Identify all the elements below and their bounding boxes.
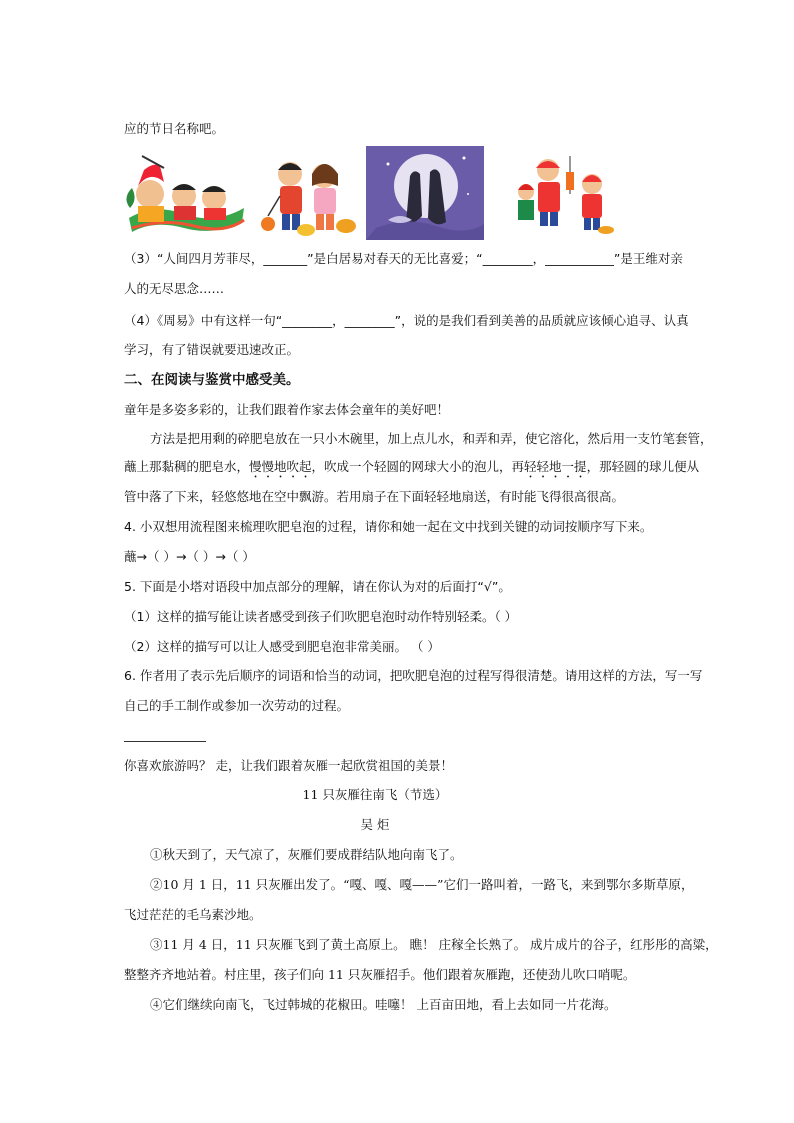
article-paragraph: 整整齐齐地站着。村庄里，孩子们向 11 只灰雁招手。他们跟着灰雁跑，还使劲儿吹口哨呢。	[124, 967, 636, 982]
question-6: 6. 作者用了表示先后顺序的词语和恰当的动词，把吹肥皂泡的过程写得很清楚。请用这样的方法，写一写	[124, 668, 703, 683]
passage-line: 方法是把用剩的碎肥皂放在一只小木碗里，加上点儿水，和弄和弄，使它溶化，然后用一支竹笔套管，	[150, 431, 713, 446]
article-paragraph: ①秋天到了，天气凉了，灰雁们要成群结队地向南飞了。	[150, 847, 463, 862]
text-line: 童年是多姿多彩的，让我们跟着作家去体会童年的美好吧！	[124, 402, 450, 417]
text-line: 人的无尽思念……	[124, 281, 225, 296]
article-paragraph: 飞过茫茫的毛乌素沙地。	[124, 907, 262, 922]
dotted-phrase: 慢慢地吹起	[249, 459, 312, 474]
passage-text: 蘸上那黏稠的肥皂水，	[124, 459, 250, 474]
text-line: 应的节日名称吧。	[124, 121, 225, 136]
question-6: 自己的手工制作或参加一次劳动的过程。	[124, 698, 350, 713]
section-heading: 二、在阅读与鉴赏中感受美。	[124, 372, 300, 388]
question-4-flow: 蘸→（ ）→（ ）→（ ）	[124, 549, 255, 564]
passage-text: ，吹成一个轻圆的网球大小的泡儿，再	[311, 459, 525, 474]
article-paragraph: ④它们继续向南飞，飞过韩城的花椒田。哇噻！ 上百亩田地，看上去如同一片花海。	[150, 997, 617, 1012]
article-title: 11 只灰雁往南飞（节选）	[302, 787, 448, 802]
question-5-option: （2）这样的描写可以让人感受到肥皂泡非常美丽。 （ ）	[124, 639, 440, 654]
text-line: 你喜欢旅游吗？ 走，让我们跟着灰雁一起欣赏祖国的美景！	[124, 758, 453, 773]
dragon-boat-festival-picture	[124, 148, 250, 242]
article-paragraph: ③11 月 4 日，11 只灰雁飞到了黄土高原上。 瞧！ 庄稼全长熟了。 成片成片的谷子，红彤彤的高粱，	[150, 937, 718, 952]
passage-line: 管中落了下来，轻悠悠地在空中飘游。若用扇子在下面轻轻地扇送，有时能飞得很高很高。	[124, 489, 625, 504]
question-5: 5. 下面是小塔对语段中加点部分的理解，请在你认为对的后面打“√”。	[124, 579, 511, 594]
text-line: 学习，有了错误就要迅速改正。	[124, 342, 300, 357]
text-line: （4）《周易》中有这样一句“________，________”，说的是我们看到美善的品质就应该倾心追寻、认真	[124, 313, 689, 328]
question-5-option: （1）这样的描写能让读者感受到孩子们吹肥皂泡时动作特别轻柔。（ ）	[124, 609, 518, 624]
passage-text: ，那轻圆的球儿便从	[586, 459, 700, 474]
text-line: （3）“人间四月芳菲尽，_______”是白居易对春天的无比喜爱；“________，___________”是王维对亲	[124, 251, 683, 266]
lantern-festival-picture	[258, 150, 362, 242]
answer-line	[124, 741, 206, 742]
qixi-festival-picture	[366, 146, 484, 240]
dotted-phrase: 轻轻地一提	[524, 459, 587, 474]
passage-line	[124, 458, 699, 481]
article-paragraph: ②10 月 1 日，11 只灰雁出发了。“嘎、嘎、嘎——”它们一路叫着，一路飞，来到鄂尔多斯草原，	[150, 877, 694, 892]
article-author: 吴 炬	[360, 817, 390, 832]
spring-festival-picture	[508, 150, 628, 242]
question-4: 4. 小双想用流程图来梳理吹肥皂泡的过程，请你和她一起在文中找到关键的动词按顺序写下来。	[124, 519, 653, 534]
